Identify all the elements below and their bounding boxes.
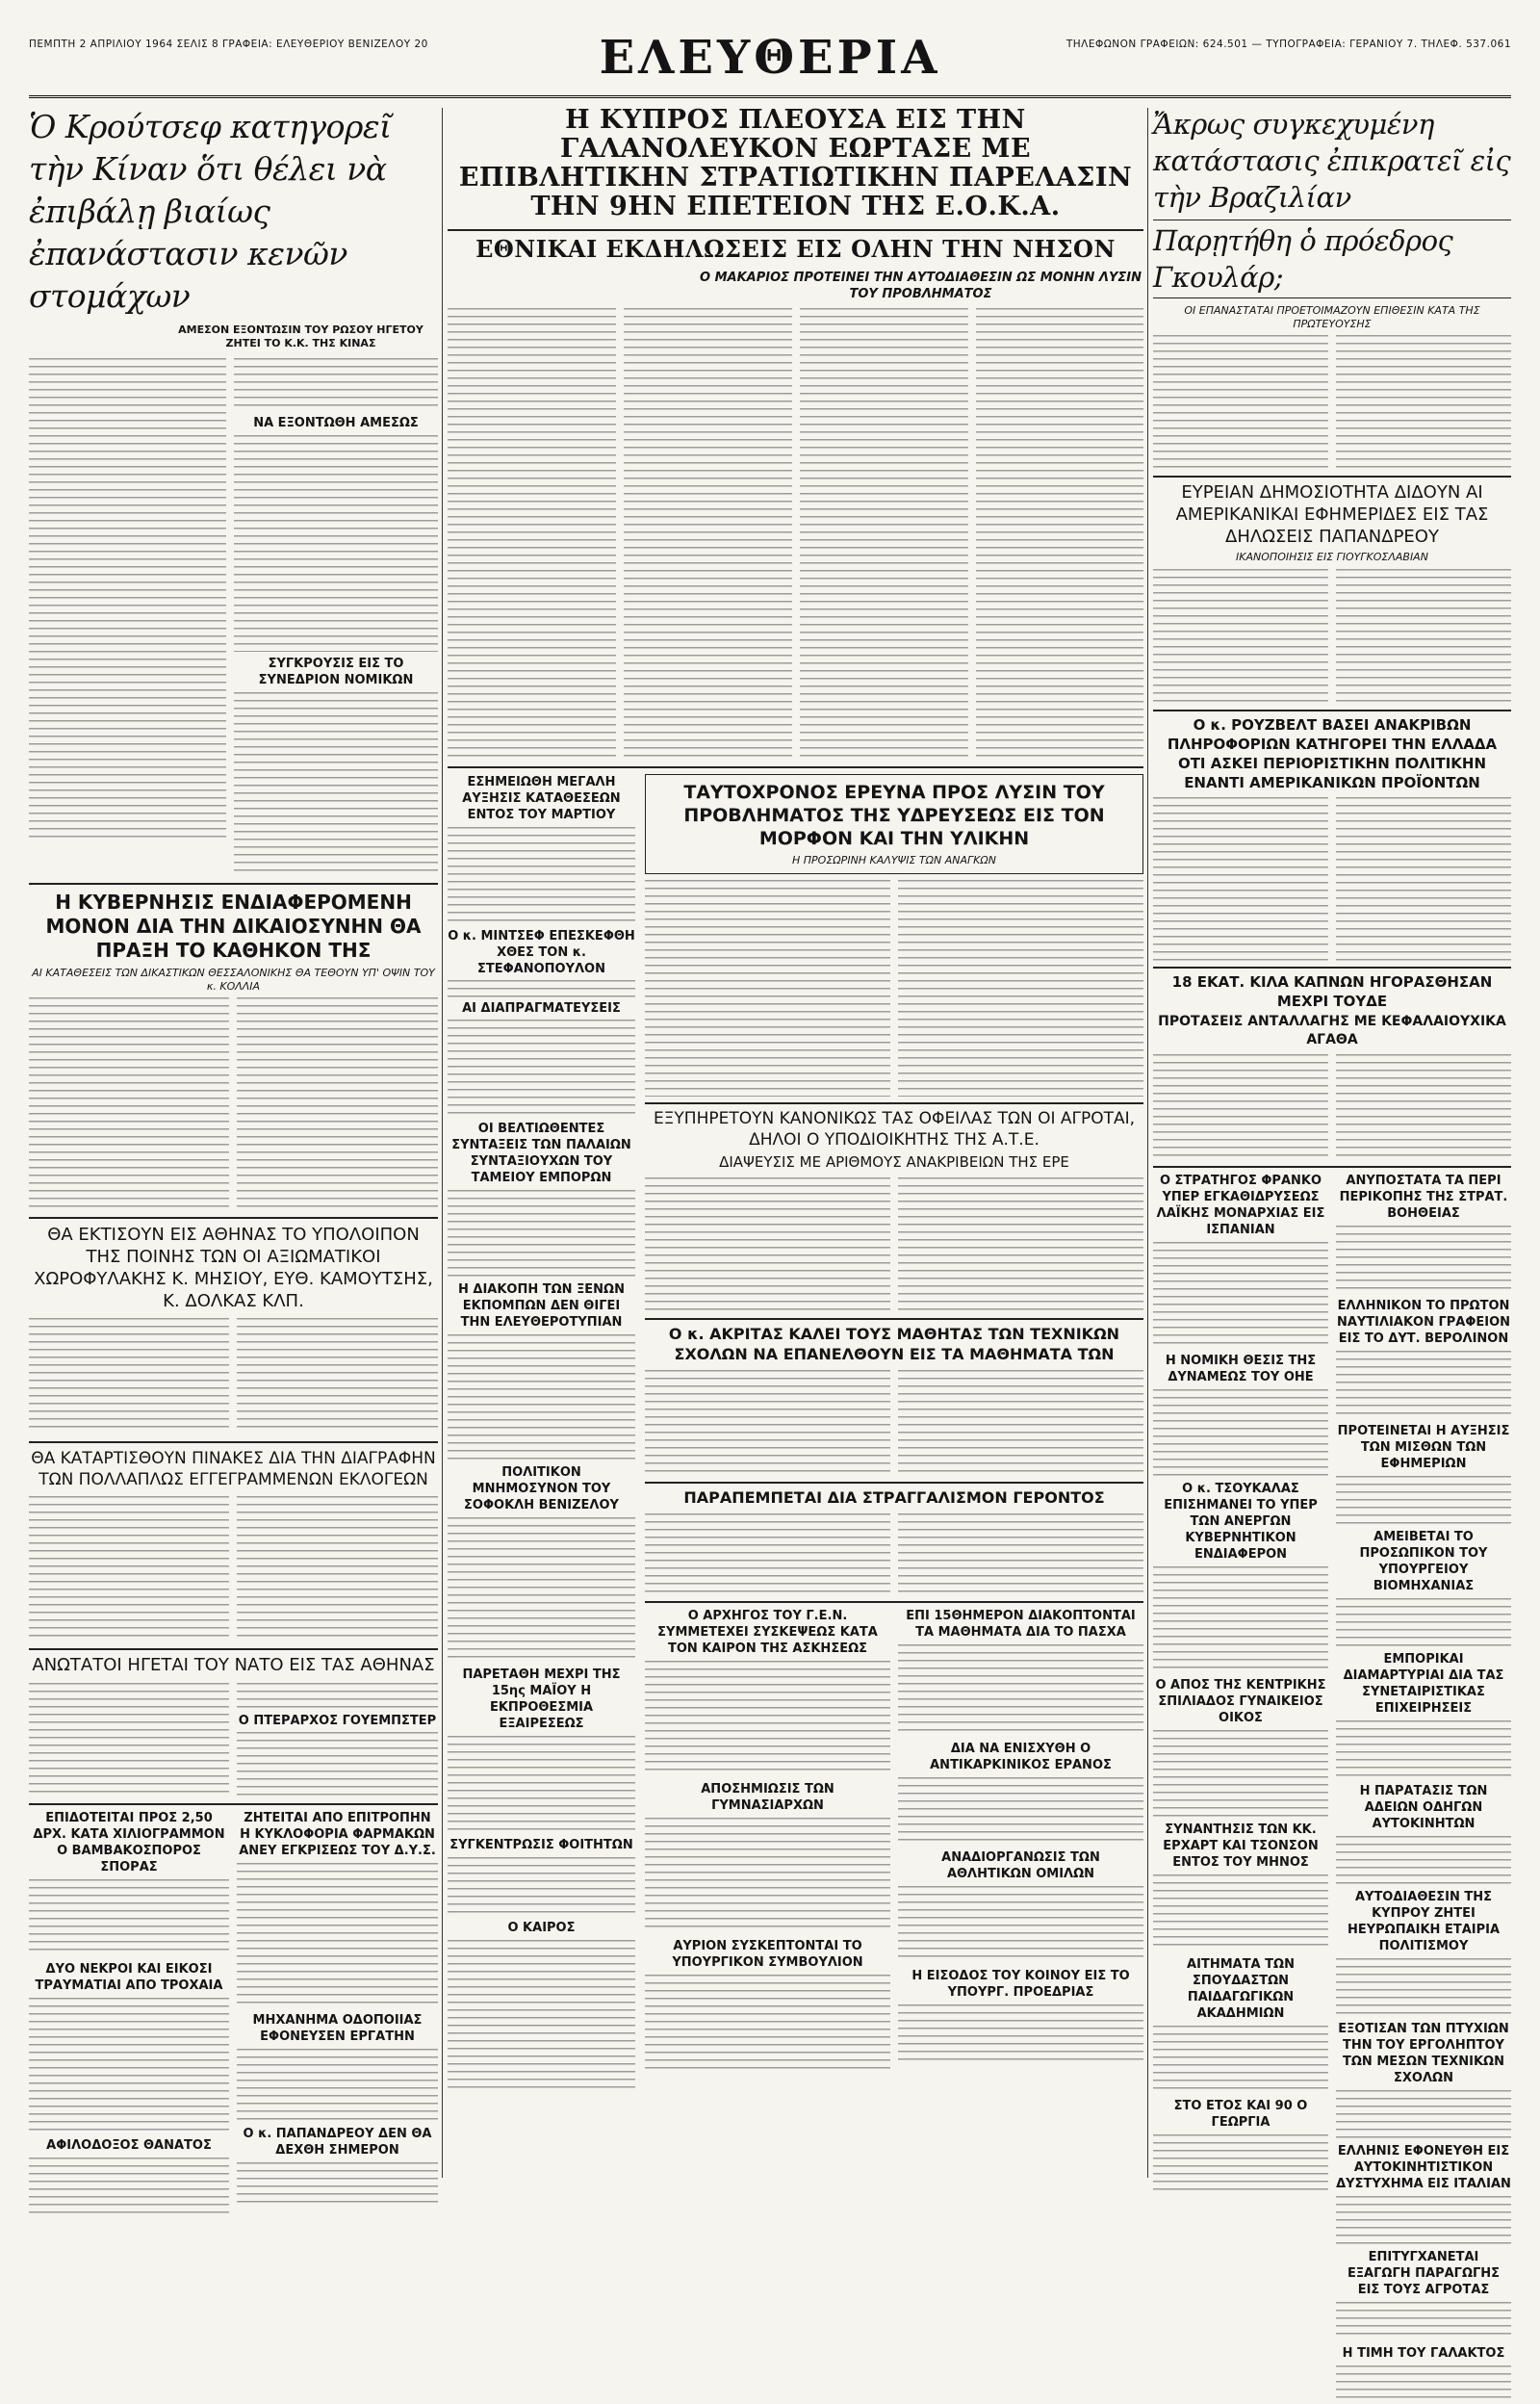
article-body xyxy=(1336,2302,1511,2340)
article-body xyxy=(645,1370,890,1476)
article-body xyxy=(448,1517,635,1662)
headline: Ο κ. ΠΑΠΑΝΔΡΕΟΥ ΔΕΝ ΘΑ ΔΕΧΘΗ ΣΗΜΕΡΟΝ xyxy=(243,2127,432,2158)
headline: Η ΝΟΜΙΚΗ ΘΕΣΙΣ ΤΗΣ ΔΥΝΑΜΕΩΣ ΤΟΥ ΟΗΕ xyxy=(1165,1354,1317,1384)
headline: ΟΙ ΒΕΛΤΙΩΘΕΝΤΕΣ ΣΥΝΤΑΞΕΙΣ ΤΩΝ ΠΑΛΑΙΩΝ ΣΥΝΤΑΞΙΟΥΧΩΝ ΤΟΥ ΤΑΜΕΙΟΥ ΕΜΠΟΡΩΝ xyxy=(451,1122,631,1185)
contact-info: ΤΗΛΕΦΩΝΟΝ ΓΡΑΦΕΙΩΝ: 624.501 — ΤΥΠΟΓΡΑΦΕΙΑ: ΓΕΡΑΝΙΟΥ 7. ΤΗΛΕΦ. 537.061 xyxy=(1065,39,1511,50)
column-right xyxy=(1153,106,1511,2361)
article-body xyxy=(237,1318,438,1434)
lead-subheadline-center: ΕΘΝΙΚΑΙ ΕΚΔΗΛΩΣΕΙΣ ΕΙΣ ΟΛΗΝ ΤΗΝ ΝΗΣΟΝ xyxy=(448,229,1143,264)
article-body xyxy=(898,2004,1143,2062)
headline: ΕΣΗΜΕΙΩΘΗ ΜΕΓΑΛΗ ΑΥΞΗΣΙΣ ΚΑΤΑΘΕΣΕΩΝ ΕΝΤΟΣ ΤΟΥ ΜΑΡΤΙΟΥ xyxy=(462,775,621,822)
article-body xyxy=(1336,2090,1511,2138)
lead-headline-left: Ὁ Κρούτσεφ κατηγορεῖ τὴν Κίναν ὅτι θέλει νὰ ἐπιβάλῃ βιαίως ἐπανάστασιν κενῶν στομάχων xyxy=(29,108,392,315)
headline: ΣΥΓΚΕΝΤΡΩΣΙΣ ΦΟΙΤΗΤΩΝ xyxy=(449,1838,633,1852)
headline: ΠΑΡΑΠΕΜΠΕΤΑΙ ΔΙΑ ΣΤΡΑΓΓΑΛΙΣΜΟΝ ΓΕΡΟΝΤΟΣ xyxy=(683,1488,1105,1507)
article-body xyxy=(29,1496,229,1641)
column-left xyxy=(29,106,438,2176)
lead-headline-center: Η ΚΥΠΡΟΣ ΠΛΕΟΥΣΑ ΕΙΣ ΤΗΝ ΓΑΛΑΝΟΛΕΥΚΟΝ ΕΩΡΤΑΣΕ ΜΕ ΕΠΙΒΛΗΤΙΚΗΝ ΣΤΡΑΤΙΩΤΙΚΗΝ ΠΑΡΕΛΑΣΙΝ ΤΗΝ 9ΗΝ ΕΠΕΤΕΙΟΝ ΤΗΣ Ε.Ο.Κ.Α. xyxy=(458,105,1133,221)
headline: ΕΛΛΗΝΙΚΟΝ ΤΟ ΠΡΩΤΟΝ ΝΑΥΤΙΛΙΑΚΟΝ ΓΡΑΦΕΙΟΝ ΕΙΣ ΤΟ ΔΥΤ. ΒΕΡΟΛΙΝΟΝ xyxy=(1336,1299,1511,1346)
article-body xyxy=(448,1736,635,1832)
article-body xyxy=(29,1879,229,1956)
article-body xyxy=(898,1177,1143,1312)
headline: ΕΠΙΔΟΤΕΙΤΑΙ ΠΡΟΣ 2,50 ΔΡΧ. ΚΑΤΑ ΧΙΛΙΟΓΡΑΜΜΟΝ Ο ΒΑΜΒΑΚΟΣΠΟΡΟΣ ΣΠΟΡΑΣ xyxy=(33,1811,225,1874)
headline: ΕΥΡΕΙΑΝ ΔΗΜΟΣΙΟΤΗΤΑ ΔΙΔΟΥΝ ΑΙ ΑΜΕΡΙΚΑΝΙΚΑΙ ΕΦΗΜΕΡΙΔΕΣ ΕΙΣ ΤΑΣ ΔΗΛΩΣΕΙΣ ΠΑΠΑΝΔΡΕΟΥ xyxy=(1175,482,1489,547)
article-body xyxy=(448,1857,635,1915)
article-body xyxy=(234,358,438,411)
headline: Η ΤΙΜΗ ΤΟΥ ΓΑΛΑΚΤΟΣ xyxy=(1342,2346,1505,2361)
headline: ΕΞΟΤΙΣΑΝ ΤΩΝ ΠΤΥΧΙΩΝ ΤΗΝ ΤΟΥ ΕΡΓΟΛΗΠΤΟΥ ΤΩΝ ΜΕΣΩΝ ΤΕΧΝΙΚΩΝ ΣΧΟΛΩΝ xyxy=(1338,2022,1509,2085)
article-body xyxy=(448,1940,635,2094)
headline: Ο ΣΤΡΑΤΗΓΟΣ ΦΡΑΝΚΟ ΥΠΕΡ ΕΓΚΑΘΙΔΡΥΣΕΩΣ ΛΑΪΚΗΣ ΜΟΝΑΡΧΙΑΣ ΕΙΣ ΙΣΠΑΝΙΑΝ xyxy=(1156,1174,1325,1237)
article-body xyxy=(237,997,438,1209)
headline: Ο ΑΠΟΣ ΤΗΣ ΚΕΝΤΡΙΚΗΣ ΣΠΙΛΙΑΔΟΣ ΓΥΝΑΙΚΕΙΟΣ ΟΙΚΟΣ xyxy=(1155,1678,1326,1725)
article-body xyxy=(1336,569,1511,704)
article-body xyxy=(29,2158,229,2215)
article-body xyxy=(237,2162,438,2206)
headline: ΘΑ ΕΚΤΙΣΟΥΝ ΕΙΣ ΑΘΗΝΑΣ ΤΟ ΥΠΟΛΟΙΠΟΝ ΤΗΣ ΠΟΙΝΗΣ ΤΩΝ ΟΙ ΑΞΙΩΜΑΤΙΚΟΙ ΧΩΡΟΦΥΛΑΚΗΣ Κ. ΜΗΣΙΟΥ, ΕΥΘ. ΚΑΜΟΥΤΣΗΣ, Κ. ΔΟΛΚΑΣ ΚΛΠ. xyxy=(34,1225,433,1311)
headline: ΕΠΙ 15ΘΗΜΕΡΟΝ ΔΙΑΚΟΠΤΟΝΤΑΙ ΤΑ ΜΑΘΗΜΑΤΑ ΔΙΑ ΤΟ ΠΑΣΧΑ xyxy=(906,1609,1136,1640)
article-body xyxy=(645,1177,890,1312)
article-body xyxy=(448,827,635,923)
article-body xyxy=(1336,1476,1511,1524)
article-body xyxy=(1336,1226,1511,1293)
headline: ΖΗΤΕΙΤΑΙ ΑΠΟ ΕΠΙΤΡΟΠΗΝ Η ΚΥΚΛΟΦΟΡΙΑ ΦΑΡΜΑΚΩΝ ΑΝΕΥ ΕΓΚΡΙΣΕΩΣ ΤΟΥ Δ.Υ.Σ. xyxy=(239,1811,436,1858)
headline: Ο κ. ΡΟΥΖΒΕΛΤ ΒΑΣΕΙ ΑΝΑΚΡΙΒΩΝ ΠΛΗΡΟΦΟΡΙΩΝ ΚΑΤΗΓΟΡΕΙ ΤΗΝ ΕΛΛΑΔΑ ΟΤΙ ΑΣΚΕΙ ΠΕΡΙΟΡΙΣΤΙΚΗΝ ΠΟΛΙΤΙΚΗΝ ΕΝΑΝΤΙ ΑΜΕΡΙΚΑΝΙΚΩΝ ΠΡΟΪΟΝΤΩΝ xyxy=(1167,716,1498,791)
article-body xyxy=(645,1975,890,2071)
article-body xyxy=(1336,1351,1511,1418)
headline: ΕΜΠΟΡΙΚΑΙ ΔΙΑΜΑΡΤΥΡΙΑΙ ΔΙΑ ΤΑΣ ΣΥΝΕΤΑΙΡΙΣΤΙΚΑΣ ΕΠΙΧΕΙΡΗΣΕΙΣ xyxy=(1343,1652,1504,1716)
article-body xyxy=(448,980,635,997)
headline: Η ΠΑΡΑΤΑΣΙΣ ΤΩΝ ΑΔΕΙΩΝ ΟΔΗΓΩΝ ΑΥΤΟΚΙΝΗΤΩΝ xyxy=(1359,1784,1488,1831)
headline: ΑΦΙΛΟΔΟΞΟΣ ΘΑΝΑΤΟΣ xyxy=(46,2138,212,2153)
subheadline: ΙΚΑΝΟΠΟΙΗΣΙΣ ΕΙΣ ΓΙΟΥΓΚΟΣΛΑΒΙΑΝ xyxy=(1236,551,1428,563)
article-body xyxy=(448,1190,635,1277)
lead-subheadline-right: ΟΙ ΕΠΑΝΑΣΤΑΤΑΙ ΠΡΟΕΤΟΙΜΑΖΟΥΝ ΕΠΙΘΕΣΙΝ ΚΑΤΑ ΤΗΣ ΠΡΩΤΕΥΟΥΣΗΣ xyxy=(1184,304,1480,330)
article-body xyxy=(1153,1730,1328,1817)
headline: ΕΠΙΤΥΓΧΑΝΕΤΑΙ ΕΞΑΓΩΓΗ ΠΑΡΑΓΩΓΗΣ ΕΙΣ ΤΟΥΣ ΑΓΡΟΤΑΣ xyxy=(1347,2250,1501,2297)
article-body xyxy=(645,1513,890,1595)
headline: ΔΙΑ ΝΑ ΕΝΙΣΧΥΘΗ Ο ΑΝΤΙΚΑΡΚΙΝΙΚΟΣ ΕΡΑΝΟΣ xyxy=(930,1742,1112,1772)
article-body xyxy=(1336,1720,1511,1778)
article-body xyxy=(1153,2026,1328,2093)
headline: Ο κ. ΑΚΡΙΤΑΣ ΚΑΛΕΙ ΤΟΥΣ ΜΑΘΗΤΑΣ ΤΩΝ ΤΕΧΝΙΚΩΝ ΣΧΟΛΩΝ ΝΑ ΕΠΑΝΕΛΘΟΥΝ ΕΙΣ ΤΑ ΜΑΘΗΜΑΤΑ ΤΩΝ xyxy=(668,1325,1120,1363)
headline: ΣΥΝΑΝΤΗΣΙΣ ΤΩΝ ΚΚ. ΕΡΧΑΡΤ ΚΑΙ ΤΣΟΝΣΟΝ ΕΝΤΟΣ ΤΟΥ ΜΗΝΟΣ xyxy=(1163,1822,1319,1870)
article-body xyxy=(29,997,229,1209)
article-body xyxy=(1153,1389,1328,1476)
article-body xyxy=(237,2049,438,2121)
headline: Ο κ. ΤΣΟΥΚΑΛΑΣ ΕΠΙΣΗΜΑΝΕΙ ΤΟ ΥΠΕΡ ΤΩΝ ΑΝΕΡΓΩΝ ΚΥΒΕΡΝΗΤΙΚΟΝ ΕΝΔΙΑΦΕΡΟΝ xyxy=(1164,1482,1318,1562)
dateline: ΠΕΜΠΤΗ 2 ΑΠΡΙΛΙΟΥ 1964 ΣΕΛΙΣ 8 ΓΡΑΦΕΙΑ: ΕΛΕΥΘΕΡΙΟΥ ΒΕΝΙΖΕΛΟΥ 20 xyxy=(29,39,428,50)
article-body xyxy=(1336,2365,1511,2404)
article-body xyxy=(898,1644,1143,1736)
subheadline: ΑΙ ΚΑΤΑΘΕΣΕΙΣ ΤΩΝ ΔΙΚΑΣΤΙΚΩΝ ΘΕΣΣΑΛΟΝΙΚΗΣ ΘΑ ΤΕΘΟΥΝ ΥΠ' ΟΨΙΝ ΤΟΥ κ. ΚΟΛΛΙΑ xyxy=(32,967,435,993)
article-body xyxy=(1153,1566,1328,1672)
headline: ΑΝΑΔΙΟΡΓΑΝΩΣΙΣ ΤΩΝ ΑΘΛΗΤΙΚΩΝ ΟΜΙΛΩΝ xyxy=(941,1850,1100,1881)
article-body xyxy=(898,1777,1143,1845)
headline: Ο ΚΑΙΡΟΣ xyxy=(507,1921,576,1935)
column-center xyxy=(448,106,1143,2176)
masthead: ΕΛΕΥΘΕΡΙΑ xyxy=(599,31,941,85)
subheadline: ΔΙΑΨΕΥΣΙΣ ΜΕ ΑΡΙΘΜΟΥΣ ΑΝΑΚΡΙΒΕΙΩΝ ΤΗΣ ΕΡΕ xyxy=(719,1153,1069,1171)
article-body xyxy=(1336,797,1511,961)
headline: ΜΗΧΑΝΗΜΑ ΟΔΟΠΟΙΙΑΣ ΕΦΟΝΕΥΣΕΝ ΕΡΓΑΤΗΝ xyxy=(252,2013,423,2044)
headline: Ο ΑΡΧΗΓΟΣ ΤΟΥ Γ.Ε.Ν. ΣΥΜΜΕΤΕΧΕΙ ΣΥΣΚΕΨΕΩΣ ΚΑΤΑ ΤΟΝ ΚΑΙΡΟΝ ΤΗΣ ΑΣΚΗΣΕΩΣ xyxy=(657,1609,878,1656)
headline: ΠΡΟΤΕΙΝΕΤΑΙ Η ΑΥΞΗΣΙΣ ΤΩΝ ΜΙΣΘΩΝ ΤΩΝ ΕΦΗΜΕΡΙΩΝ xyxy=(1337,1424,1510,1471)
article-body xyxy=(234,435,438,652)
article-body xyxy=(645,1661,890,1776)
headline: Η ΚΥΒΕΡΝΗΣΙΣ ΕΝΔΙΑΦΕΡΟΜΕΝΗ ΜΟΝΟΝ ΔΙΑ ΤΗΝ ΔΙΚΑΙΟΣΥΝΗΝ ΘΑ ΠΡΑΞΗ ΤΟ ΚΑΘΗΚΟΝ ΤΗΣ xyxy=(45,891,422,962)
headline: ΑΥΡΙΟΝ ΣΥΣΚΕΠΤΟΝΤΑΙ ΤΟ ΥΠΟΥΡΓΙΚΟΝ ΣΥΜΒΟΥΛΙΟΝ xyxy=(672,1939,863,1970)
article-body xyxy=(800,308,968,761)
article-body xyxy=(898,880,1143,1097)
subheadline: ΠΡΟΤΑΣΕΙΣ ΑΝΤΑΛΛΑΓΗΣ ΜΕ ΚΕΦΑΛΑΙΟΥΧΙΚΑ ΑΓΑΘΑ xyxy=(1158,1014,1506,1047)
headline: ΘΑ ΚΑΤΑΡΤΙΣΘΟΥΝ ΠΙΝΑΚΕΣ ΔΙΑ ΤΗΝ ΔΙΑΓΡΑΦΗΝ ΤΩΝ ΠΟΛΛΑΠΛΩΣ ΕΓΓΕΓΡΑΜΜΕΝΩΝ ΕΚΛΟΓΕΩΝ xyxy=(31,1449,436,1489)
article-body xyxy=(1336,1958,1511,2016)
article-body xyxy=(898,1370,1143,1476)
article-body xyxy=(29,1683,229,1794)
article-body xyxy=(1153,1874,1328,1952)
article-body xyxy=(1153,1054,1328,1160)
article-body xyxy=(1153,2134,1328,2192)
subheadline: Η ΠΡΟΣΩΡΙΝΗ ΚΑΛΥΨΙΣ ΤΩΝ ΑΝΑΓΚΩΝ xyxy=(792,854,996,866)
article-body xyxy=(237,1732,438,1796)
column-rule xyxy=(442,108,443,2178)
headline: ΕΛΛΗΝΙΣ ΕΦΟΝΕΥΘΗ ΕΙΣ ΑΥΤΟΚΙΝΗΤΙΣΤΙΚΟΝ ΔΥΣΤΥΧΗΜΑ ΕΙΣ ΙΤΑΛΙΑΝ xyxy=(1336,2144,1511,2191)
headline: ΑΝΥΠΟΣΤΑΤΑ ΤΑ ΠΕΡΙ ΠΕΡΙΚΟΠΗΣ ΤΗΣ ΣΤΡΑΤ. ΒΟΗΘΕΙΑΣ xyxy=(1339,1174,1508,1221)
subhead: ΝΑ ΕΞΟΝΤΩΘΗ ΑΜΕΣΩΣ xyxy=(253,416,419,430)
lead-headline-right: Ἄκρως συγκεχυμένη κατάστασις ἐπικρατεῖ εἰς τὴν Βραζιλίαν xyxy=(1153,108,1511,214)
subhead: ΣΥΓΚΡΟΥΣΙΣ ΕΙΣ ΤΟ ΣΥΝΕΔΡΙΟΝ ΝΟΜΙΚΩΝ xyxy=(258,657,414,687)
headline: ΑΥΤΟΔΙΑΘΕΣΙΝ ΤΗΣ ΚΥΠΡΟΥ ΖΗΤΕΙ ΗΕΥΡΩΠΑΙΚΗ ΕΤΑΙΡΙΑ ΠΟΛΙΤΙΣΜΟΥ xyxy=(1347,1890,1501,1953)
headline: Η ΔΙΑΚΟΠΗ ΤΩΝ ΞΕΝΩΝ ΕΚΠΟΜΠΩΝ ΔΕΝ ΘΙΓΕΙ ΤΗΝ ΕΛΕΥΘΕΡΟΤΥΠΙΑΝ xyxy=(457,1282,625,1330)
article-body xyxy=(29,1318,229,1434)
headline: ΣΤΟ ΕΤΟΣ ΚΑΙ 90 Ο ΓΕΩΡΓΙΑ xyxy=(1173,2099,1308,2130)
article-body xyxy=(1336,1598,1511,1646)
article-body xyxy=(1336,1836,1511,1884)
article-body xyxy=(1153,1242,1328,1348)
headline: ΑΝΩΤΑΤΟΙ ΗΓΕΤΑΙ ΤΟΥ ΝΑΤΟ ΕΙΣ ΤΑΣ ΑΘΗΝΑΣ xyxy=(32,1655,435,1675)
article-body xyxy=(448,1020,635,1116)
article-body xyxy=(237,1683,438,1710)
article-body xyxy=(448,308,616,761)
headline: Η ΕΙΣΟΔΟΣ ΤΟΥ ΚΟΙΝΟΥ ΕΙΣ ΤΟ ΥΠΟΥΡΓ. ΠΡΟΕΔΡΙΑΣ xyxy=(911,1969,1130,2000)
lead-subheadline-left: ΑΜΕΣΟΝ ΕΞΟΝΤΩΣΙΝ ΤΟΥ ΡΩΣΟΥ ΗΓΕΤΟΥ ΖΗΤΕΙ ΤΟ Κ.Κ. ΤΗΣ ΚΙΝΑΣ xyxy=(178,323,424,349)
headline: Ο κ. ΜΙΝΤΣΕΦ ΕΠΕΣΚΕΦΘΗ ΧΘΕΣ ΤΟΝ κ. ΣΤΕΦΑΝΟΠΟΥΛΟΝ xyxy=(448,929,635,976)
headline: 18 ΕΚΑΤ. ΚΙΛΑ ΚΑΠΝΩΝ ΗΓΟΡΑΣΘΗΣΑΝ ΜΕΧΡΙ ΤΟΥΔΕ xyxy=(1171,973,1493,1010)
article-body xyxy=(1153,569,1328,704)
headline: ΑΠΟΣΗΜΙΩΣΙΣ ΤΩΝ ΓΥΜΝΑΣΙΑΡΧΩΝ xyxy=(701,1782,834,1813)
headline: ΠΟΛΙΤΙΚΟΝ ΜΝΗΜΟΣΥΝΟΝ ΤΟΥ ΣΟΦΟΚΛΗ ΒΕΝΙΖΕΛΟΥ xyxy=(464,1465,619,1512)
article-body xyxy=(1153,797,1328,961)
headline: ΑΜΕΙΒΕΤΑΙ ΤΟ ΠΡΟΣΩΠΙΚΟΝ ΤΟΥ ΥΠΟΥΡΓΕΙΟΥ ΒΙΟΜΗΧΑΝΙΑΣ xyxy=(1359,1530,1488,1593)
headline: ΕΞΥΠΗΡΕΤΟΥΝ ΚΑΝΟΝΙΚΩΣ ΤΑΣ ΟΦΕΙΛΑΣ ΤΩΝ ΟΙ ΑΓΡΟΤΑΙ, ΔΗΛΟΙ Ο ΥΠΟΔΙΟΙΚΗΤΗΣ ΤΗΣ Α.Τ.Ε. xyxy=(653,1109,1136,1150)
article-body xyxy=(237,1863,438,2007)
article-body xyxy=(1336,335,1511,470)
article-body xyxy=(237,1496,438,1641)
article-body xyxy=(234,692,438,875)
lead-headline-right-2: Παρῃτήθη ὁ πρόεδρος Γκουλάρ; xyxy=(1153,220,1511,298)
column-rule xyxy=(1147,108,1148,2178)
article-body xyxy=(29,358,226,840)
headline: ΑΙΤΗΜΑΤΑ ΤΩΝ ΣΠΟΥΔΑΣΤΩΝ ΠΑΙΔΑΓΩΓΙΚΩΝ ΑΚΑΔΗΜΙΩΝ xyxy=(1187,1957,1295,2021)
headline: ΔΥΟ ΝΕΚΡΟΙ ΚΑΙ ΕΙΚΟΣΙ ΤΡΑΥΜΑΤΙΑΙ ΑΠΟ ΤΡΟΧΑΙΑ xyxy=(35,1962,223,1993)
article-body xyxy=(624,308,792,761)
headline: ΠΑΡΕΤΑΘΗ ΜΕΧΡΙ ΤΗΣ 15ης ΜΑΪΟΥ Η ΕΚΠΡΟΘΕΣΜΙΑ ΕΞΑΙΡΕΣΕΩΣ xyxy=(462,1667,621,1731)
article-body xyxy=(898,1886,1143,1963)
article-body xyxy=(29,1998,229,2133)
article-body xyxy=(448,1334,635,1460)
headline: ΤΑΥΤΟΧΡΟΝΟΣ ΕΡΕΥΝΑ ΠΡΟΣ ΛΥΣΙΝ ΤΟΥ ΠΡΟΒΛΗΜΑΤΟΣ ΤΗΣ ΥΔΡΕΥΣΕΩΣ ΕΙΣ ΤΟΝ ΜΟΡΦΟΝ ΚΑΙ ΤΗΝ ΥΛΙΚΗΝ xyxy=(683,782,1105,849)
article-body xyxy=(645,880,890,1097)
subhead: ΑΙ ΔΙΑΠΡΑΓΜΑΤΕΥΣΕΙΣ xyxy=(462,1001,621,1016)
article-body xyxy=(1336,1054,1511,1160)
subhead: Ο ΠΤΕΡΑΡΧΟΣ ΓΟΥΕΜΠΣΤΕΡ xyxy=(238,1714,437,1728)
article-body xyxy=(976,308,1143,761)
kicker: Ο ΜΑΚΑΡΙΟΣ ΠΡΟΤΕΙΝΕΙ ΤΗΝ ΑΥΤΟΔΙΑΘΕΣΙΝ ΩΣ ΜΟΝΗΝ ΛΥΣΙΝ ΤΟΥ ΠΡΟΒΛΗΜΑΤΟΣ xyxy=(700,271,1142,301)
article-body xyxy=(645,1818,890,1933)
article-body xyxy=(898,1513,1143,1595)
article-body xyxy=(1336,2196,1511,2244)
newspaper-header xyxy=(29,29,1511,98)
article-body xyxy=(1153,335,1328,470)
